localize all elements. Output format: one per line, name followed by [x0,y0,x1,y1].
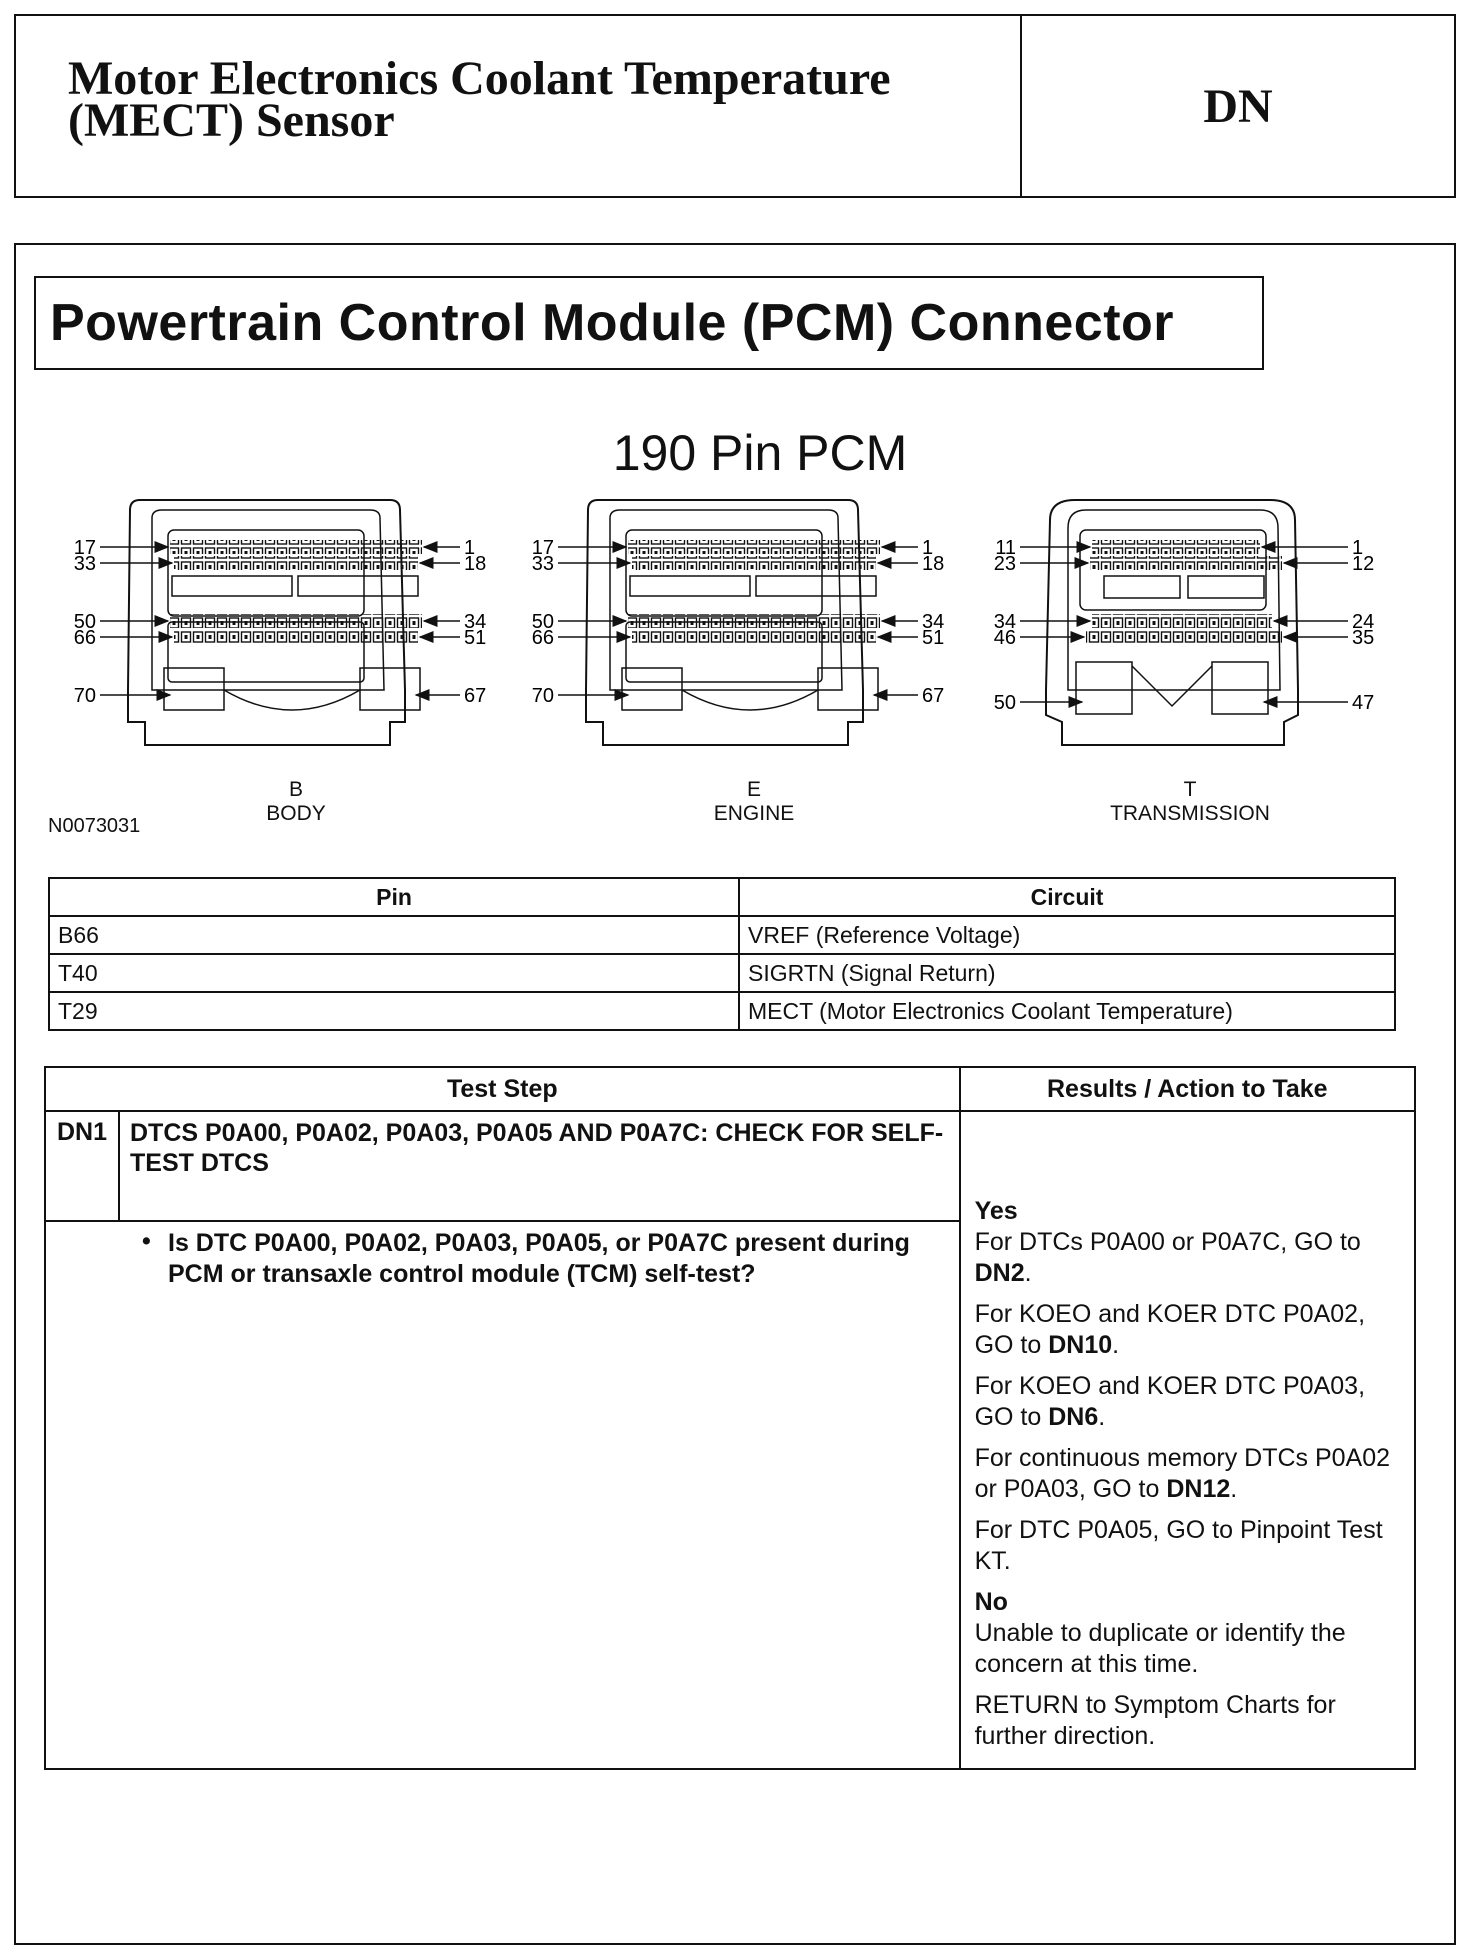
connector-letter: E [746,778,761,801]
column-header-circuit: Circuit [739,878,1395,916]
engine-pin-label: 34 [922,611,945,633]
engine-pin-label: 1 [922,537,934,559]
step-heading: DTCS P0A00, P0A02, P0A03, P0A05 AND P0A7C: CHECK FOR SELF-TEST DTCS [119,1111,960,1221]
engine-pin-label: 50 [531,611,554,633]
body-pin-label: 17 [73,537,96,559]
body-pin-label: 67 [464,685,487,707]
engine-pin-label: 33 [531,553,554,575]
circuit-cell: SIGRTN (Signal Return) [739,954,1395,992]
transmission-pin-label: 12 [1352,553,1375,575]
step-link: DN2 [974,1259,1025,1287]
pin-cell: T29 [49,992,739,1030]
body-pin-label: 33 [73,553,96,575]
punctuation: . [1230,1475,1238,1503]
result-text: For DTCs P0A00 or P0A7C, GO to [974,1228,1361,1256]
punctuation: . [1024,1259,1032,1287]
punctuation: . [1112,1331,1120,1359]
table-row [49,992,1395,1030]
step-link: DN6 [1048,1403,1099,1431]
title-line-2: (MECT) Sensor [68,94,395,147]
question-cell [45,1221,960,1769]
column-header-pin: Pin [49,878,739,916]
column-header-results: Results / Action to Take [960,1067,1415,1111]
pin-cell: T40 [49,954,739,992]
body-pin-label: 34 [464,611,487,633]
body-pin-label: 18 [464,553,487,575]
step-link: DN12 [1166,1475,1231,1503]
transmission-pin-label: 11 [995,537,1016,559]
test-step-table [44,1066,1416,1770]
engine-pin-label: 70 [531,685,554,707]
result-text: Unable to duplicate or identify the concern at this time. [974,1619,1346,1678]
punctuation: . [1098,1403,1106,1431]
transmission-pin-label: 46 [993,627,1016,649]
results-cell [960,1111,1415,1769]
body-pin-label: 1 [464,537,476,559]
connector-body [74,500,487,745]
circuit-cell: VREF (Reference Voltage) [739,916,1395,954]
transmission-pin-label: 47 [1352,692,1375,714]
body-pin-label: 51 [464,627,487,649]
connector-label-engine [604,778,904,826]
connector-label-transmission [1040,778,1340,826]
table-header-row [49,878,1395,916]
question-text: Is DTC P0A00, P0A02, P0A03, P0A05, or P0A7C present during PCM or transaxle control module (TCM) self-test? [168,1229,910,1288]
result-text: For KOEO and KOER DTC P0A02, GO to [974,1300,1366,1359]
connector-label-body [146,778,446,826]
transmission-pin-label: 23 [993,553,1016,575]
engine-pin-label: 67 [922,685,945,707]
body-pin-label: 70 [73,685,96,707]
result-text: For DTC P0A05, GO to Pinpoint Test KT. [974,1516,1383,1575]
header-box [14,14,1456,198]
engine-pin-label: 51 [922,627,945,649]
result-text: For continuous memory DTCs P0A02 or P0A03, GO to [974,1444,1391,1503]
no-label: No [974,1588,1008,1616]
circuit-cell: MECT (Motor Electronics Coolant Temperature) [739,992,1395,1030]
result-text: RETURN to Symptom Charts for further direction. [974,1691,1336,1750]
pin-cell: B66 [49,916,739,954]
yes-label: Yes [974,1197,1018,1225]
step-link: DN10 [1048,1331,1113,1359]
figure-id: N0073031 [48,815,141,837]
step-heading-row [45,1111,1415,1221]
title-line-1: Motor Electronics Coolant Temperature [68,52,891,105]
section-code: DN [1203,79,1273,133]
result-text: For KOEO and KOER DTC P0A03, GO to [974,1372,1366,1431]
engine-pin-label: 66 [531,627,554,649]
section-title: Powertrain Control Module (PCM) Connector [34,276,1264,370]
column-header-test-step: Test Step [45,1067,960,1111]
pcm-diagram-title: 190 Pin PCM [612,425,908,481]
connector-name: BODY [266,802,326,825]
table-row [49,954,1395,992]
connector-name: TRANSMISSION [1110,802,1270,825]
engine-pin-label: 17 [531,537,554,559]
pin-circuit-table [48,877,1396,1031]
transmission-pin-label: 34 [993,611,1016,633]
connector-transmission [994,500,1375,745]
step-id: DN1 [45,1111,119,1221]
body-pin-label: 66 [73,627,96,649]
table-header-row [45,1067,1415,1111]
transmission-pin-label: 35 [1352,627,1375,649]
transmission-pin-label: 50 [993,692,1016,714]
connector-letter: T [1183,778,1197,801]
engine-pin-label: 18 [922,553,945,575]
connector-letter: B [288,778,303,801]
body-pin-label: 50 [73,611,96,633]
connector-engine [532,500,945,745]
bullet: • [142,1227,151,1255]
connector-name: ENGINE [713,802,795,825]
page-title [16,16,1022,196]
table-row [49,916,1395,954]
transmission-pin-label: 1 [1352,537,1364,559]
transmission-pin-label: 24 [1352,611,1375,633]
